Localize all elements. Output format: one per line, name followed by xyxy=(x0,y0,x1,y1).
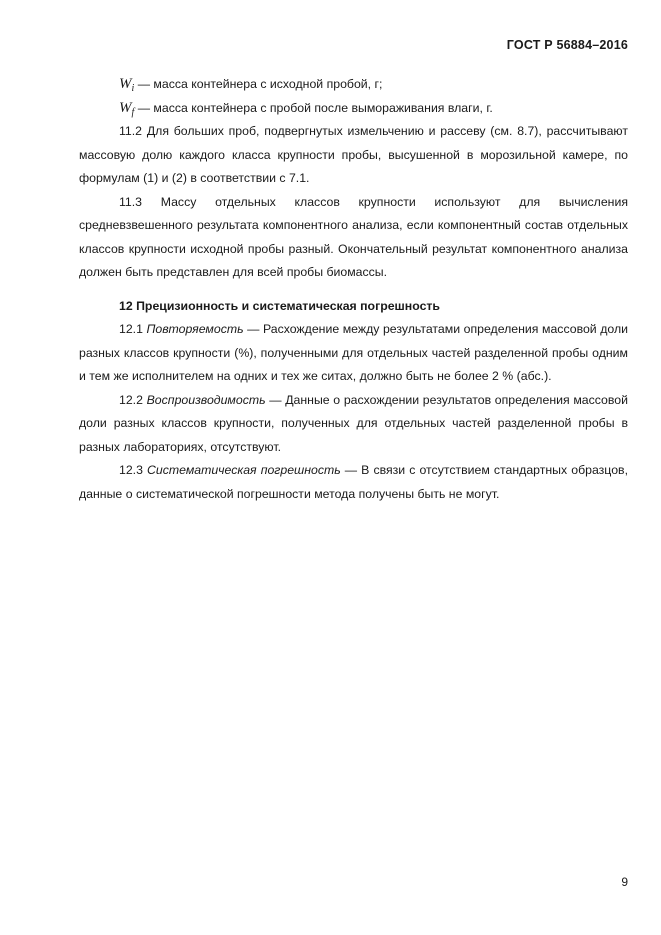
definition-text: — масса контейнера с пробой после вымораживания влаги, г. xyxy=(134,100,493,115)
clause-number: 12.1 xyxy=(119,322,147,336)
page-number: 9 xyxy=(621,875,628,889)
symbol-w: $W_f$ xyxy=(119,99,135,118)
clause-term: Воспроизводимость xyxy=(146,392,266,407)
clause-term: Повторяемость xyxy=(146,322,244,336)
definition-wf xyxy=(79,97,628,121)
document-code: ГОСТ Р 56884–2016 xyxy=(506,38,628,52)
paragraph-11-3: 11.3 Массу отдельных классов крупности используют для вычисления средневзвешенного результата компонентного анализа, если компонентный состав отдельных классов крупности исходной пробы разный. Окончательный результат компонентного анализа должен быть представлен для всей пробы биомассы. xyxy=(79,194,628,279)
clause-text: — В связи с отсутствием стандартных образцов, данные о систематической погрешности метода получены быть не могут. xyxy=(79,463,628,501)
paragraph-11-2: 11.2 Для больших проб, подвергнутых измельчению и рассеву (см. 8.7), рассчитывают массовую долю каждого класса крупности пробы, высушенной в морозильной камере, по формулам (1) и (2) в соответствии с 7.1. xyxy=(79,124,628,185)
paragraph-12-1 xyxy=(79,318,628,389)
clause-text: — Данные о расхождении результатов определения массовой доли разных классов крупности, полученных для отдельных частей разделенной пробы в разных лабораториях, отсутствуют. xyxy=(79,392,628,454)
clause-text: — Расхождение между результатами определения массовой доли разных классов крупности (%), полученными для отдельных частей разделенной пробы одним и тем же исполнителем на одних и тех же ситах, должно быть не более 2 % (абс.). xyxy=(79,322,628,383)
clause-number: 12.2 xyxy=(119,392,147,407)
clause-number: 12.3 xyxy=(119,463,148,477)
section-12-heading: 12 Прецизионность и систематическая погрешность xyxy=(119,298,440,313)
clause-term: Систематическая погрешность xyxy=(147,463,341,477)
definition-wi xyxy=(79,73,628,97)
definition-text: — масса контейнера с исходной пробой, г; xyxy=(134,77,383,91)
symbol-w: $W_i$ xyxy=(119,76,135,94)
document-body xyxy=(79,73,628,506)
paragraph-12-3 xyxy=(79,459,628,506)
paragraph-12-2 xyxy=(79,389,628,460)
